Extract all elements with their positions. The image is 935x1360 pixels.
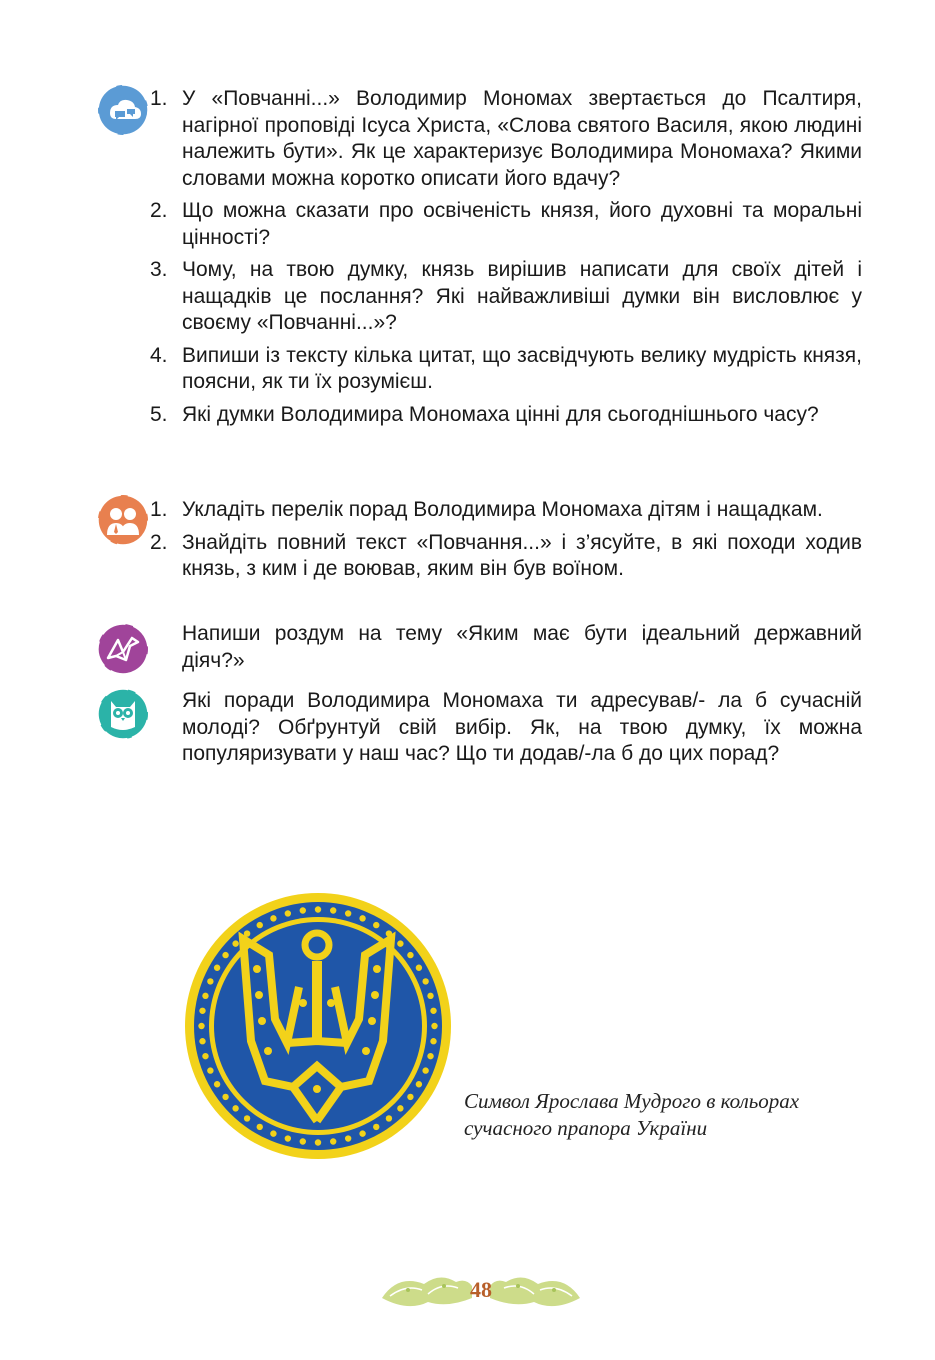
emblem-dot [300, 907, 306, 913]
cloud-speech-icon [96, 83, 150, 137]
emblem-dot [422, 978, 428, 984]
emblem-dot [386, 1115, 392, 1121]
list-item: 1. У «Повчанні...» Володимир Мономах звертається до Псалтиря, нагірної проповіді Ісуса Христа, «Слова святого Василя, якою людині належить бути». Як це характеризує Володимира Мономаха? Якими словами можна коротко описати його вдачу? [150, 87, 862, 190]
group-tasks [150, 497, 862, 589]
emblem-dot [427, 1053, 433, 1059]
list-item: 3. Чому, на твою думку, князь вирішив написати для своїх дітей і нащадків це послання? Які найважливіші думки він висловлює у своєму «Повчанні...»? [150, 258, 862, 334]
emblem-dot [285, 1135, 291, 1141]
emblem-dot [257, 1124, 263, 1130]
emblem-dot [202, 1053, 208, 1059]
caption-line: сучасного прапора України [464, 1116, 708, 1140]
emblem-dot [202, 993, 208, 999]
emblem-dot [232, 1105, 238, 1111]
emblem-dot [214, 1081, 220, 1087]
emblem-dot [270, 1130, 276, 1136]
emblem-dot [222, 1094, 228, 1100]
page-footer [378, 1268, 584, 1314]
reflection-questions [150, 86, 862, 434]
emblem-dot [416, 1081, 422, 1087]
trident-emblem [183, 891, 453, 1161]
emblem-dot [199, 1038, 205, 1044]
emblem-dot [257, 922, 263, 928]
emblem-dot [397, 1105, 403, 1111]
caption-line: Символ Ярослава Мудрого в кольорах [464, 1089, 800, 1113]
emblem-dot [407, 1094, 413, 1100]
figure-caption [464, 1088, 864, 1142]
page-number: 48 [470, 1277, 492, 1302]
emblem-dot [416, 965, 422, 971]
emblem-dot [232, 940, 238, 946]
emblem-dot [359, 915, 365, 921]
list-item: 2. Знайдіть повний текст «Повчання...» і з’ясуйте, в які походи ходив князь, з ким і де воював, яким він був воїном. [150, 530, 862, 580]
emblem-dot [345, 910, 351, 916]
emblem-dot [214, 965, 220, 971]
emblem-dot [407, 952, 413, 958]
list-item: 1. Укладіть перелік порад Володимира Мономаха дітям і нащадкам. [150, 498, 823, 521]
emblem-dot [373, 1124, 379, 1130]
thinking-task: Які поради Володимира Мономаха ти адресував/- ла б сучасній молоді? Обґрунтуй свій вибір. Як, на твою думку, їх можна популяризувати у наш час? Що ти додав/-ла б до цих порад? [182, 689, 862, 765]
list-item: 4. Випиши із тексту кілька цитат, що засвідчують велику мудрість князя, поясни, як ти їх розумієш. [150, 343, 862, 393]
emblem-dot [270, 915, 276, 921]
origami-crane-icon [96, 622, 150, 676]
emblem-dot [427, 993, 433, 999]
list-item: 5. Які думки Володимира Мономаха цінні для сьогоднішнього часу? [150, 402, 819, 426]
emblem-dot [222, 952, 228, 958]
emblem-dot [397, 940, 403, 946]
emblem-dot [330, 907, 336, 913]
emblem-dot [199, 1008, 205, 1014]
owl-icon [96, 687, 150, 741]
emblem-dot [345, 1135, 351, 1141]
creative-task: Напиши роздум на тему «Яким має бути ідеальний державний діяч?» [182, 622, 862, 672]
emblem-dot [315, 906, 321, 912]
emblem-dot [300, 1138, 306, 1144]
emblem-dot [422, 1067, 428, 1073]
emblem-dot [207, 978, 213, 984]
emblem-dot [207, 1067, 213, 1073]
emblem-dot [430, 1038, 436, 1044]
emblem-dot [330, 1138, 336, 1144]
emblem-dot [430, 1008, 436, 1014]
list-item: 2. Що можна сказати про освіченість князя, його духовні та моральні цінності? [150, 199, 862, 249]
emblem-dot [359, 1130, 365, 1136]
emblem-dot [315, 1139, 321, 1145]
emblem-dot [431, 1023, 437, 1029]
people-icon [96, 493, 150, 547]
emblem-dot [244, 1115, 250, 1121]
emblem-dot [373, 922, 379, 928]
emblem-dot [285, 910, 291, 916]
emblem-dot [198, 1023, 204, 1029]
